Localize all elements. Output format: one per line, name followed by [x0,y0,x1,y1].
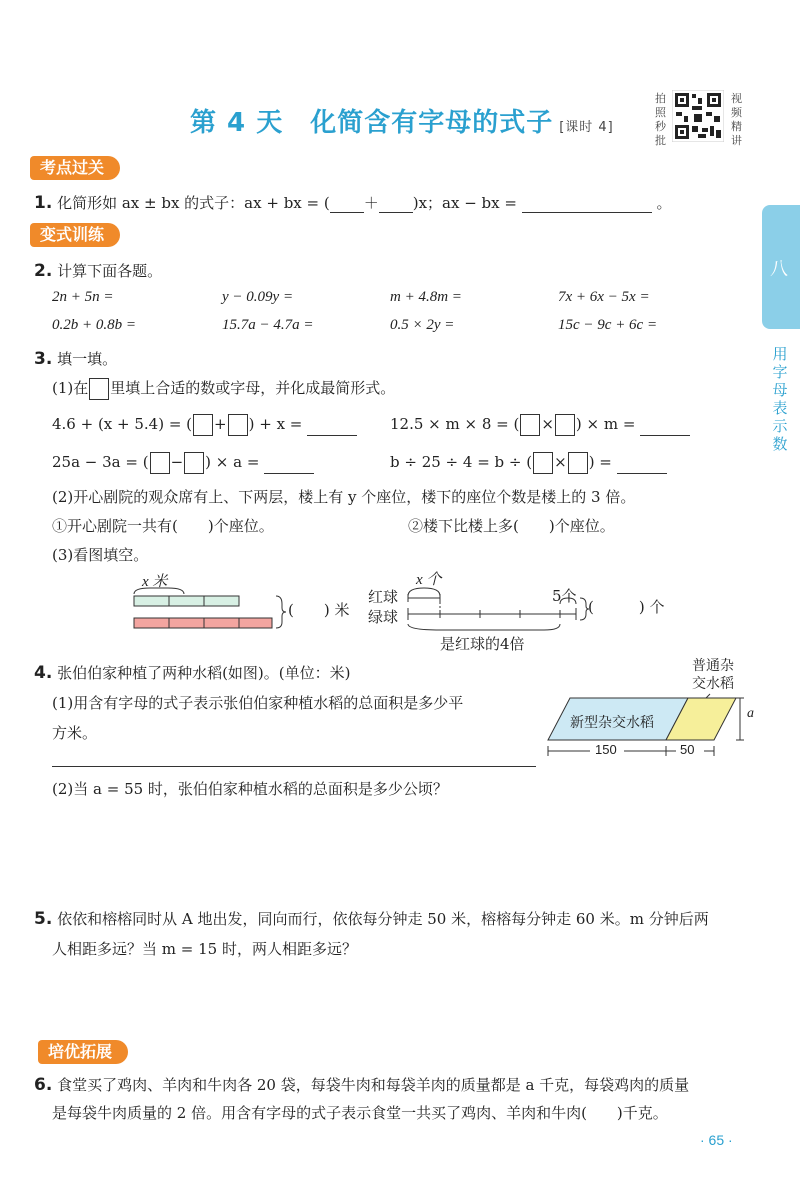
question-4 [34,662,351,683]
question-3 [34,348,117,369]
five-label: 5个 [552,587,577,605]
chapter-title: 用字母表示数 [772,345,788,453]
section-tag-advanced: 培优拓展 [38,1040,128,1064]
diagram1-answer: ( ) 米 [288,601,350,619]
q1-number: 1. [34,193,53,213]
q3-p1-text-a: (1)在 [52,379,89,397]
normal-rice-label-2: 交水稻 [692,676,734,692]
answer-blank[interactable] [617,473,667,474]
q3-text: 填一填。 [57,350,118,368]
q3-part-2-ii: ②楼下比楼上多( )个座位。 [408,517,615,535]
answer-box[interactable] [184,452,204,474]
q4-text: 张伯伯家种植了两种水稻(如图)。(单位：米) [57,664,351,682]
red-ball-label: 红球 [368,588,399,606]
eq2-right: ) × m = [575,415,636,433]
right-brace [276,596,286,628]
q3-number: 3. [34,349,53,369]
question-1 [34,192,672,213]
diagram1-x-label: x 米 [142,574,168,590]
q6-line-1: 食堂买了鸡肉、羊肉和牛肉各 20 袋，每袋牛肉和每袋羊肉的质量都是 a 千克，每袋鸡肉的质量 [57,1076,690,1094]
answer-blank[interactable] [640,435,690,436]
q6-number: 6. [34,1075,53,1095]
q2-item: 15c − 9c + 6c = [558,317,658,333]
qr-left-label: 拍照秒批 [655,92,666,147]
width-50-label: 50 [680,742,695,757]
q2-number: 2. [34,261,53,281]
question-5 [34,908,709,929]
q2-item: 7x + 6x − 5x = [558,289,650,305]
eq1-op: + [214,415,227,433]
q3-equation-3 [52,452,314,474]
q4-part-1-cont: 方米。 [52,724,98,742]
page-title [190,102,614,139]
q1-text-b: )x；ax − bx = [412,194,517,212]
q3-equation-2 [390,414,690,436]
brace-mark [134,588,184,594]
answer-blank[interactable] [307,435,357,436]
eq2-op: × [541,415,554,433]
q3-part-2: (2)开心剧院的观众席有上、下两层，楼上有 y 个座位，楼下的座位个数是楼上的 3 倍。 [52,488,636,506]
q2-item: 0.5 × 2y = [390,317,455,333]
green-ball-label: 绿球 [368,608,399,626]
green-bar [134,596,239,606]
diagram2-note: 是红球的4倍 [440,635,525,653]
q3-part-1 [52,377,395,400]
qr-code-icon[interactable] [672,90,724,142]
q6-line-2: 是每袋牛肉质量的 2 倍。用含有字母的式子表示食堂一共买了鸡肉、羊肉和牛肉( )千克。 [52,1104,668,1122]
q4-answer-line[interactable] [52,766,536,767]
q2-item: y − 0.09y = [222,289,294,305]
eq4-op: × [554,453,567,471]
height-label: a [747,706,754,721]
answer-box[interactable] [150,452,170,474]
width-150-label: 150 [595,742,617,757]
answer-box[interactable] [193,414,213,436]
title-text: 第 4 天 化简含有字母的式子 [190,108,554,138]
section-tag-practice: 变式训练 [30,223,120,247]
q4-part-1: (1)用含有字母的式子表示张伯伯家种植水稻的总面积是多少平 [52,694,464,712]
diagram2-x-label: x 个 [416,572,442,588]
bar-diagram [130,586,290,632]
eq4-right: ) = [588,453,612,471]
answer-box[interactable] [228,414,248,436]
q2-item: 2n + 5n = [52,289,114,305]
normal-rice-label-1: 普通杂 [692,658,734,674]
new-rice-label: 新型杂交水稻 [570,715,654,731]
q1-end: 。 [656,194,672,212]
chapter-tab[interactable] [762,205,800,329]
eq1-right: ) + x = [248,415,303,433]
q4-part-2: (2)当 a = 55 时，张伯伯家种植水稻的总面积是多少公顷？ [52,780,448,798]
question-2 [34,260,162,281]
answer-box[interactable] [568,452,588,474]
eq3-left: 25a − 3a = ( [52,453,149,471]
q1-text-a: 化简形如 ax ± bx 的式子：ax + bx = ( [57,194,330,212]
answer-blank[interactable] [264,473,314,474]
q1-blank-1[interactable] [330,212,364,213]
lesson-label: [课时 4] [559,120,614,135]
q2-item: 15.7a − 4.7a = [222,317,314,333]
q1-blank-2[interactable] [379,212,413,213]
q4-number: 4. [34,663,53,683]
section-tag-basic: 考点过关 [30,156,120,180]
eq1-left: 4.6 + (x + 5.4) = ( [52,415,193,433]
qr-right-label: 视频精讲 [731,92,742,147]
eq3-op: − [170,453,184,471]
answer-box[interactable] [555,414,575,436]
q5-line-1: 依依和榕榕同时从 A 地出发，同向而行，依依每分钟走 50 米，榕榕每分钟走 60 米。m 分钟后两 [57,910,709,928]
eq4-left: b ÷ 25 ÷ 4 = b ÷ ( [390,453,533,471]
red-bar [134,618,272,628]
page-number: · 65 · [700,1132,733,1148]
question-6 [34,1074,689,1095]
q1-plus: ＋ [363,194,379,212]
q5-number: 5. [34,909,53,929]
q2-item: m + 4.8m = [390,289,462,305]
answer-box[interactable] [533,452,553,474]
normal-rice-label [692,657,734,693]
q3-equation-4 [390,452,667,474]
x-brace [408,588,440,596]
q1-blank-3[interactable] [522,212,652,213]
sample-box [89,378,109,400]
q2-item: 0.2b + 0.8b = [52,317,136,333]
eq2-left: 12.5 × m × 8 = ( [390,415,520,433]
eq3-right: ) × a = [205,453,260,471]
answer-box[interactable] [520,414,540,436]
diagram2-answer: ( ) 个 [588,598,665,616]
q3-part-3: (3)看图填空。 [52,546,149,564]
q3-part-2-i: ①开心剧院一共有( )个座位。 [52,517,274,535]
chapter-number: 八 [770,259,788,280]
q3-equation-1 [52,414,357,436]
q2-text: 计算下面各题。 [57,262,163,280]
bottom-brace [408,624,560,630]
q3-p1-text-b: 里填上合适的数或字母，并化成最简形式。 [110,379,396,397]
q5-line-2: 人相距多远？当 m = 15 时，两人相距多远？ [52,940,357,958]
